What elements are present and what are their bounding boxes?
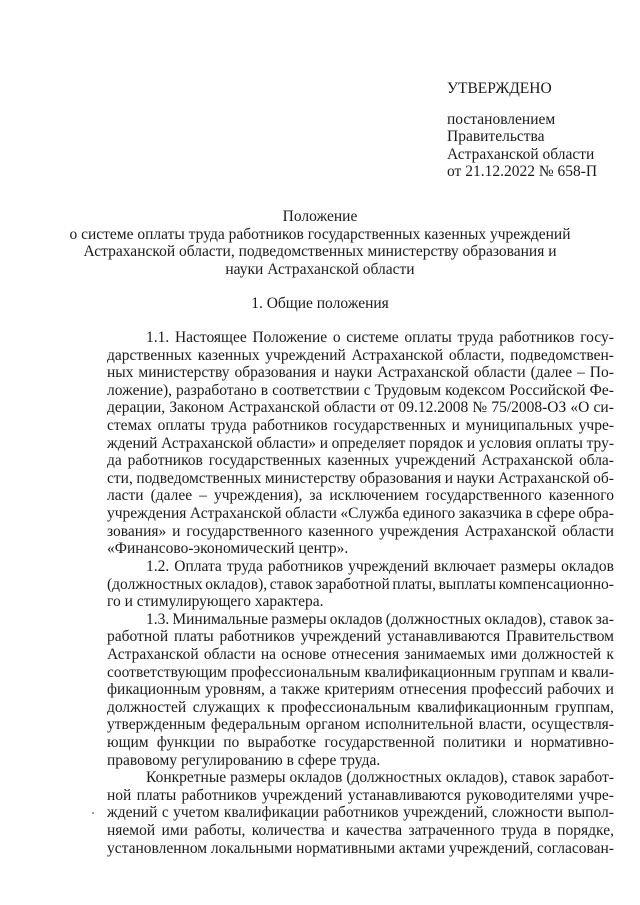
approval-line: Астраханской области <box>447 145 595 163</box>
body-line: няемой ими работы, количества и качества затраченного труда в порядке, <box>107 822 614 840</box>
title-line: Положение <box>282 208 358 225</box>
body-line: зования» и государственного казенного учреждения Астраханской области <box>107 522 614 540</box>
body-line: ющим функции по выработке государственной политики и нормативно- <box>107 734 614 752</box>
body-line: Астраханской области на основе отнесения занимаемых ими должностей к <box>107 645 614 663</box>
title-line: науки Астраханской области <box>225 260 415 278</box>
approval-heading: УТВЕРЖДЕНО <box>447 80 552 97</box>
document-title <box>0 208 640 278</box>
body-line: фикационным уровням, а также критериям отнесения профессий рабочих и <box>107 681 614 699</box>
body-line: дерации, Законом Астраханской области от 09.12.2008 № 75/2008-ОЗ «О си- <box>107 399 614 417</box>
document-body <box>107 329 614 857</box>
body-line: го и стимулирующего характера. <box>107 593 324 611</box>
body-line: ных министерству образования и науки Астраханской области (далее – По- <box>107 364 614 382</box>
body-line: (должностных окладов), ставок заработной платы, выплаты компенсационно- <box>107 575 614 593</box>
body-line: 1.1. Настоящее Положение о системе оплаты труда работников госу- <box>146 329 614 346</box>
body-line: утвержденным федеральным органом исполнительной власти, осуществля- <box>107 716 614 734</box>
body-line: 1.3. Минимальные размеры окладов (должностных окладов), ставок за- <box>146 610 614 628</box>
body-line: 1.2. Оплата труда работников учреждений включает размеры окладов <box>146 557 614 575</box>
body-line: должностей служащих к профессиональным квалификационным группам, <box>107 698 614 716</box>
scan-speck <box>92 812 94 814</box>
body-line: работной платы работников учреждений устанавливаются Правительством <box>107 628 614 646</box>
section-heading: 1. Общие положения <box>251 295 389 312</box>
body-line: правовому регулированию в сфере труда. <box>107 751 381 769</box>
body-line: ной платы работников учреждений устанавливаются руководителями учре- <box>107 786 614 804</box>
body-line: сти, подведомственных министерству образования и науки Астраханской об- <box>107 469 614 487</box>
body-line: соответствующим профессиональным квалификационным группам и квали- <box>107 663 614 681</box>
approval-line: Правительства <box>447 128 545 145</box>
body-line: ласти (далее – учреждения), за исключением государственного казенного <box>107 487 614 505</box>
body-line: да работников государственных казенных учреждений Астраханской обла- <box>107 452 614 470</box>
body-line: ждений Астраханской области» и определяет порядок и условия оплаты тру- <box>107 434 614 452</box>
title-line: о системе оплаты труда работников государственных казенных учреждений <box>69 225 571 243</box>
body-line: дарственных казенных учреждений Астраханской области, подведомствен- <box>107 346 614 364</box>
body-line: учреждения Астраханской области «Служба единого заказчика в сфере обра- <box>107 505 614 523</box>
body-line: Конкретные размеры окладов (должностных окладов), ставок заработ- <box>146 769 614 787</box>
body-line: ложение), разработано в соответствии с Трудовым кодексом Российской Фе- <box>107 381 614 399</box>
body-line: «Финансово-экономический центр». <box>107 540 349 558</box>
approval-line: от 21.12.2022 № 658-П <box>447 163 598 180</box>
title-line: Астраханской области, подведомственных министерству образования и <box>83 243 557 261</box>
body-line: ждений с учетом квалификации работников учреждений, сложности выпол- <box>107 804 614 822</box>
body-line: установленном локальными нормативными актами учреждений, согласован- <box>107 839 614 857</box>
body-line: стемах оплаты труда работников государственных и муниципальных учре- <box>107 417 614 435</box>
approval-stamp <box>447 80 627 181</box>
approval-line: постановлением <box>447 110 556 128</box>
